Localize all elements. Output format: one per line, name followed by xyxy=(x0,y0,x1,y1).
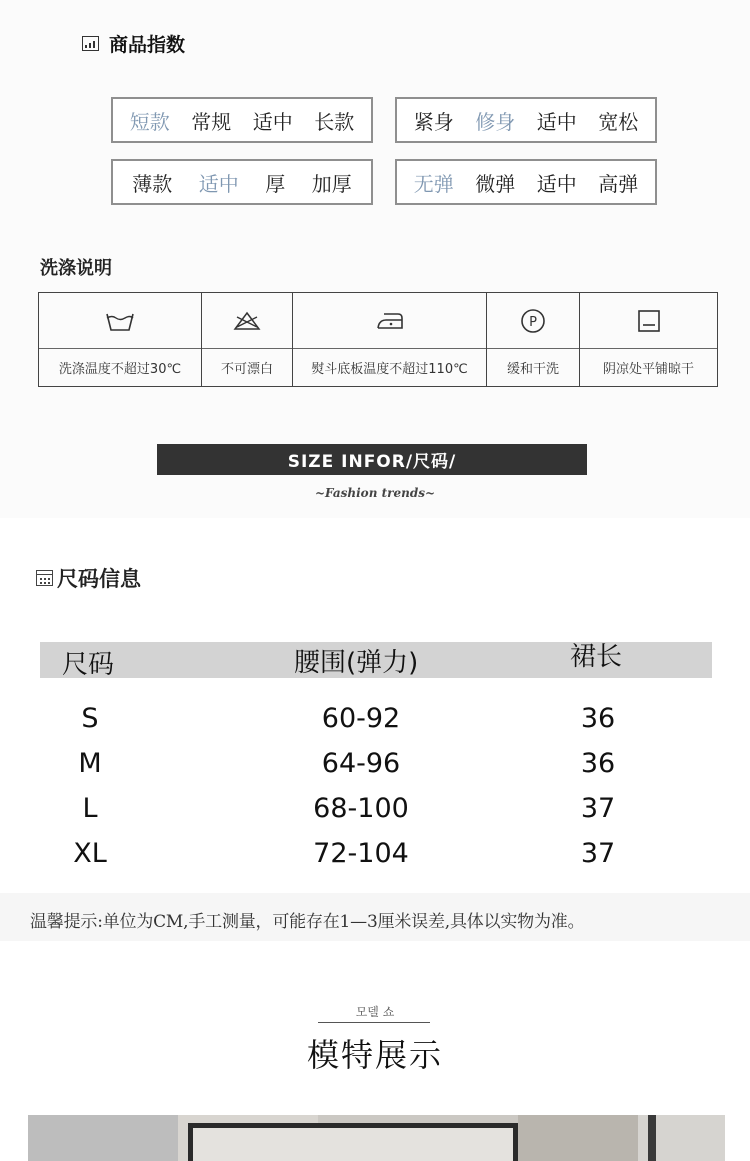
index-option: 紧身 xyxy=(413,109,454,134)
length-cell: 36 xyxy=(580,703,616,734)
index-option: 加厚 xyxy=(311,171,352,196)
size-cell: XL xyxy=(73,838,107,869)
wash-instructions-title: 洗涤说明 xyxy=(40,258,112,279)
size-info-title: 尺码信息 xyxy=(57,567,141,591)
index-option: 长款 xyxy=(314,109,355,134)
wash-cell xyxy=(487,293,580,386)
size-info-banner: SIZE INFOR/尺码/ xyxy=(157,444,587,475)
wash-label: 缓和干洗 xyxy=(506,362,559,377)
index-thickness-box xyxy=(111,159,373,205)
model-subtitle: 모델 쇼 xyxy=(355,1005,395,1019)
iron-icon xyxy=(293,293,486,349)
page-top-background xyxy=(0,0,750,518)
size-header-waist: 腰围(弹力) xyxy=(294,648,419,678)
no-bleach-icon xyxy=(202,293,292,349)
wash-cell xyxy=(39,293,202,386)
size-cell: S xyxy=(81,703,99,734)
svg-text:P: P xyxy=(529,314,537,330)
wash-label: 阴凉处平铺晾干 xyxy=(602,362,694,377)
index-option: 修身 xyxy=(475,109,516,134)
wash-label: 洗涤温度不超过30℃ xyxy=(58,362,182,377)
waist-cell: 72-104 xyxy=(313,838,409,869)
index-option: 厚 xyxy=(265,171,286,196)
product-index-heading xyxy=(82,30,185,57)
index-option: 适中 xyxy=(536,109,577,134)
waist-cell: 68-100 xyxy=(313,793,409,824)
wash-cell xyxy=(293,293,487,386)
index-option: 适中 xyxy=(198,171,239,196)
index-option: 微弹 xyxy=(475,171,516,196)
dry-clean-p-icon xyxy=(487,293,579,349)
size-cell: M xyxy=(78,748,102,779)
calendar-icon xyxy=(36,570,53,586)
index-option: 短款 xyxy=(129,109,170,134)
size-cell: L xyxy=(82,793,98,824)
wash-30-icon xyxy=(39,293,201,349)
product-index-title: 商品指数 xyxy=(109,34,186,56)
index-option: 宽松 xyxy=(598,109,639,134)
length-cell: 37 xyxy=(580,838,616,869)
wash-label: 不可漂白 xyxy=(220,362,273,377)
wash-instructions-table xyxy=(38,292,718,387)
wash-label: 熨斗底板温度不超过110℃ xyxy=(311,362,468,377)
index-option: 无弹 xyxy=(413,171,454,196)
divider xyxy=(318,1022,430,1023)
length-cell: 37 xyxy=(580,793,616,824)
measurement-tip: 温馨提示:单位为CM,手工测量，可能存在1—3厘米误差,具体以实物为准。 xyxy=(30,912,585,932)
fashion-trends-subtitle: ~Fashion trends~ xyxy=(314,486,436,500)
waist-cell: 60-92 xyxy=(321,703,401,734)
waist-cell: 64-96 xyxy=(321,748,401,779)
index-option: 薄款 xyxy=(132,171,173,196)
index-elasticity-box xyxy=(395,159,657,205)
index-option: 适中 xyxy=(252,109,293,134)
index-length-box xyxy=(111,97,373,143)
size-info-heading xyxy=(36,563,141,593)
model-photo xyxy=(28,1115,725,1161)
index-option: 高弹 xyxy=(598,171,639,196)
index-option: 常规 xyxy=(191,109,232,134)
bar-chart-icon xyxy=(82,36,99,51)
wash-cell xyxy=(580,293,717,386)
index-fit-box xyxy=(395,97,657,143)
size-header-size: 尺码 xyxy=(62,650,115,680)
size-header-length: 裙长 xyxy=(570,642,623,672)
length-cell: 36 xyxy=(580,748,616,779)
wash-cell xyxy=(202,293,293,386)
model-title: 模特展示 xyxy=(306,1036,443,1074)
flat-dry-icon xyxy=(580,293,717,349)
index-option: 适中 xyxy=(536,171,577,196)
